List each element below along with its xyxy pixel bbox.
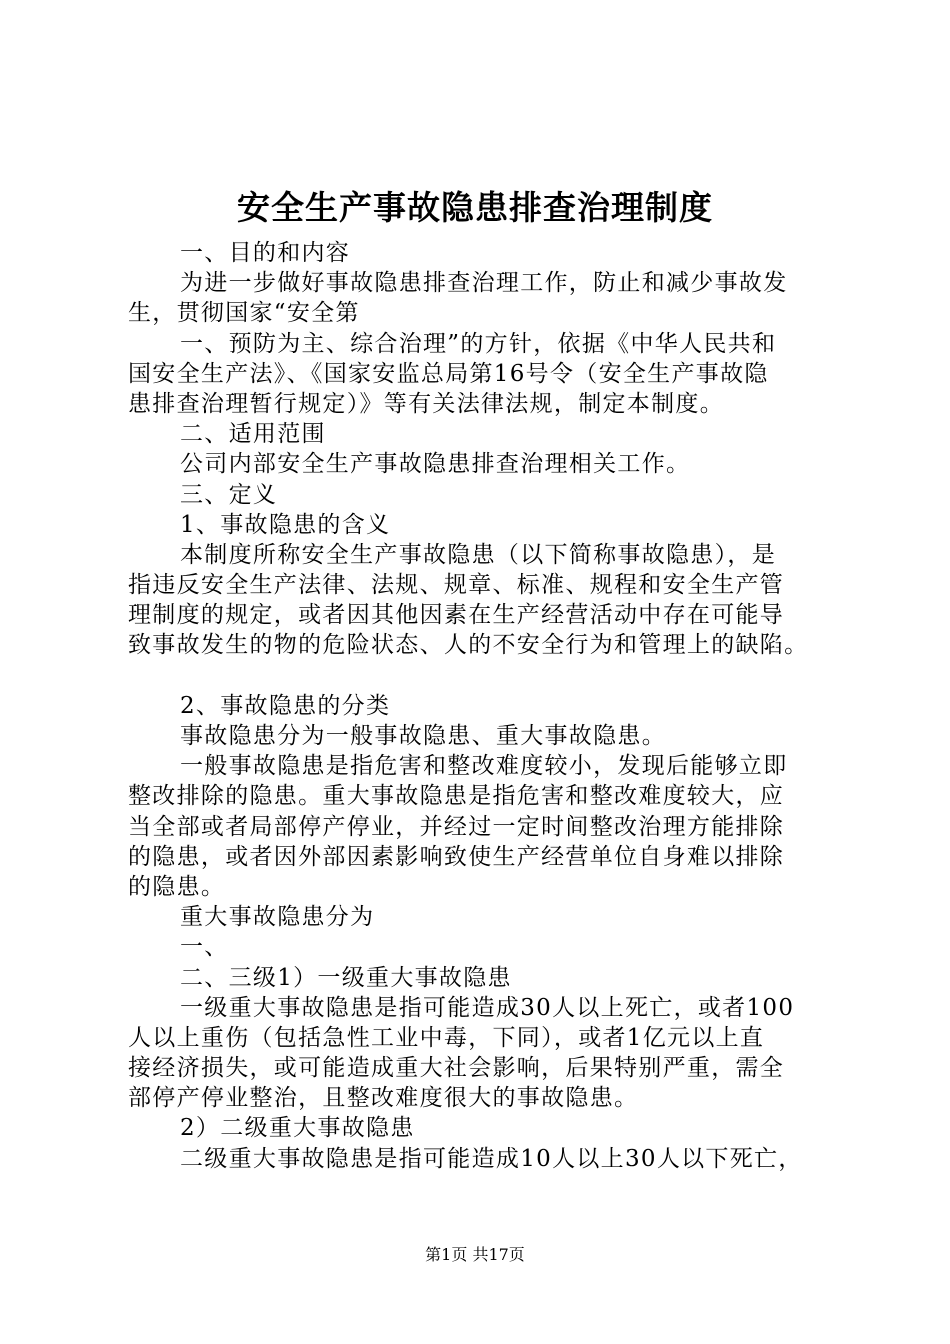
- paragraph-line: 本制度所称安全生产事故隐患（以下简称事故隐患），是: [180, 541, 776, 568]
- paragraph-line: 当全部或者局部停产停业，并经过一定时间整改治理方能排除: [128, 813, 785, 840]
- paragraph-line: 事故隐患分为一般事故隐患、重大事故隐患。: [180, 723, 666, 749]
- paragraph-line: 患排查治理暂行规定）》等有关法律法规，制定本制度。: [128, 390, 724, 417]
- subsection-heading: 2、事故隐患的分类: [180, 692, 391, 719]
- subsection-heading: 二、三级1）一级重大事故隐患: [180, 964, 512, 991]
- section-heading: 三、定义: [180, 481, 278, 508]
- paragraph-line: 接经济损失，或可能造成重大社会影响，后果特别严重，需全: [128, 1055, 785, 1082]
- paragraph-line: 理制度的规定，或者因其他因素在生产经营活动中存在可能导: [128, 602, 785, 629]
- paragraph-line: 国安全生产法》、《国家安监总局第16号令（安全生产事故隐: [128, 360, 769, 387]
- subsection-heading: 2）二级重大事故隐患: [180, 1115, 415, 1142]
- blank-line: [128, 661, 832, 691]
- paragraph-line: 生，贯彻国家“安全第: [128, 300, 360, 327]
- document-body: [128, 238, 832, 1174]
- paragraph-line: 致事故发生的物的危险状态、人的不安全行为和管理上的缺陷。: [128, 632, 809, 659]
- paragraph-line: 整改排除的隐患。重大事故隐患是指危害和整改难度较大，应: [128, 783, 785, 810]
- paragraph-line: 为进一步做好事故隐患排查治理工作，防止和减少事故发: [180, 270, 788, 297]
- subsection-heading: 1、事故隐患的含义: [180, 511, 391, 538]
- section-heading: 一、目的和内容: [180, 240, 351, 266]
- paragraph-line: 的隐患。: [128, 873, 226, 900]
- paragraph-line: 一般事故隐患是指危害和整改难度较小，发现后能够立即: [180, 753, 788, 780]
- paragraph-line: 的隐患，或者因外部因素影响致使生产经营单位自身难以排除: [128, 843, 785, 870]
- paragraph-line: 指违反安全生产法律、法规、规章、标准、规程和安全生产管: [128, 572, 785, 599]
- paragraph-line: 重大事故隐患分为: [180, 904, 375, 931]
- section-heading: 二、适用范围: [180, 421, 326, 448]
- paragraph-line: 一级重大事故隐患是指可能造成30人以上死亡，或者100: [180, 994, 795, 1021]
- document-title: 安全生产事故隐患排查治理制度: [237, 188, 713, 227]
- paragraph-line: 一、预防为主、综合治理”的方针，依据《中华人民共和: [180, 330, 777, 357]
- paragraph-line: 公司内部安全生产事故隐患排查治理相关工作。: [180, 451, 691, 478]
- paragraph-line: 一、: [180, 934, 229, 961]
- paragraph-line: 部停产停业整治，且整改难度很大的事故隐患。: [128, 1085, 639, 1112]
- paragraph-line: 人以上重伤（包括急性工业中毒，下同），或者1亿元以上直: [128, 1024, 765, 1051]
- page-number: 第1页 共17页: [425, 1245, 525, 1264]
- paragraph-line: 二级重大事故隐患是指可能造成10人以上30人以下死亡，: [180, 1145, 803, 1172]
